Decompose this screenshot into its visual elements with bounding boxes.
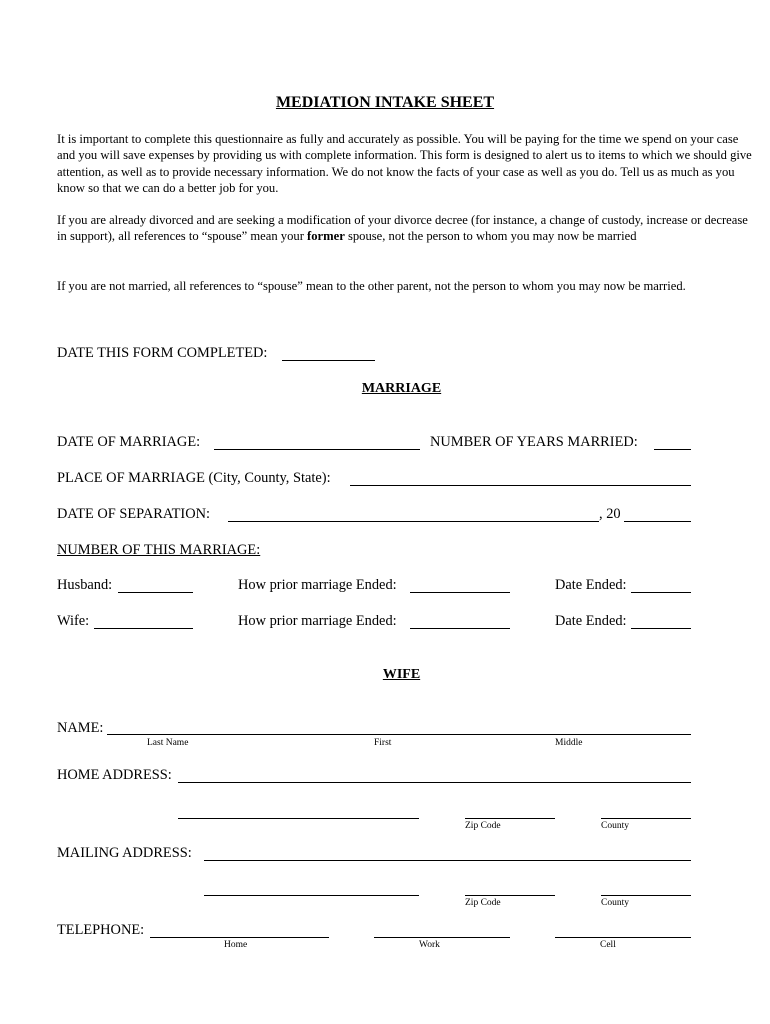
years-married-field[interactable] <box>654 449 691 450</box>
mailing-county-field[interactable] <box>601 895 691 896</box>
wife-heading: WIFE <box>382 667 421 682</box>
number-of-marriage-label: NUMBER OF THIS MARRIAGE: <box>57 542 261 558</box>
husband-prior-ended-label: How prior marriage Ended: <box>238 577 397 593</box>
mailing-address-city-field[interactable] <box>204 895 419 896</box>
name-field[interactable] <box>107 734 691 735</box>
wife-date-ended-field[interactable] <box>631 628 691 629</box>
date-completed-label: DATE THIS FORM COMPLETED: <box>57 345 268 361</box>
intro-paragraph-2 <box>57 212 757 245</box>
intro-p2-text-end: spouse, not the person to whom you may now be married <box>344 229 637 244</box>
mailing-zip-field[interactable] <box>465 895 555 896</box>
first-name-caption: First <box>374 738 392 748</box>
marriage-heading: MARRIAGE <box>361 381 442 396</box>
telephone-label: TELEPHONE: <box>57 922 145 938</box>
last-name-caption: Last Name <box>147 738 189 748</box>
husband-date-ended-field[interactable] <box>631 592 691 593</box>
telephone-work-caption: Work <box>419 940 440 950</box>
years-married-label: NUMBER OF YEARS MARRIED: <box>430 434 638 450</box>
date-of-separation-field[interactable] <box>228 521 599 522</box>
date-completed-field[interactable] <box>282 360 375 361</box>
home-address-field[interactable] <box>178 782 691 783</box>
wife-prior-ended-label: How prior marriage Ended: <box>238 613 397 629</box>
wife-prior-ended-field[interactable] <box>410 628 510 629</box>
date-of-marriage-label: DATE OF MARRIAGE: <box>57 434 201 450</box>
year-prefix: , 20 <box>599 506 621 522</box>
name-label: NAME: <box>57 720 104 736</box>
date-of-separation-label: DATE OF SEPARATION: <box>57 506 210 522</box>
telephone-work-field[interactable] <box>374 937 510 938</box>
telephone-home-caption: Home <box>224 940 248 950</box>
home-county-field[interactable] <box>601 818 691 819</box>
mailing-zip-caption: Zip Code <box>465 898 501 908</box>
place-of-marriage-label: PLACE OF MARRIAGE (City, County, State): <box>57 470 331 486</box>
place-of-marriage-field[interactable] <box>350 485 691 486</box>
mailing-address-field[interactable] <box>204 860 691 861</box>
husband-field[interactable] <box>118 592 193 593</box>
home-address-label: HOME ADDRESS: <box>57 767 172 783</box>
intro-paragraph-1: It is important to complete this questionnaire as fully and accurately as possible. You will be paying for the time we spend on your case and you will save expenses by providing us with complete information. This form is designed to alert us to items to which we should give attention, as well as to provide necessary information. We do not know the facts of your case as well as you do. Tell us as much as you know so that we can do a better job for you. <box>57 132 752 195</box>
intro-p2-bold: former <box>307 229 345 244</box>
telephone-cell-field[interactable] <box>555 937 691 938</box>
home-county-caption: County <box>601 821 629 831</box>
husband-label: Husband: <box>57 577 113 593</box>
mailing-county-caption: County <box>601 898 629 908</box>
middle-name-caption: Middle <box>555 738 583 748</box>
mailing-address-label: MAILING ADDRESS: <box>57 845 192 861</box>
page-title: MEDIATION INTAKE SHEET <box>275 94 495 111</box>
telephone-home-field[interactable] <box>150 937 329 938</box>
separation-year-field[interactable] <box>624 521 691 522</box>
home-zip-caption: Zip Code <box>465 821 501 831</box>
husband-prior-ended-field[interactable] <box>410 592 510 593</box>
intro-paragraph-3: If you are not married, all references to “spouse” mean to the other parent, not the person to whom you may now be married. <box>57 279 686 293</box>
home-zip-field[interactable] <box>465 818 555 819</box>
husband-date-ended-label: Date Ended: <box>555 577 627 593</box>
wife-field[interactable] <box>94 628 193 629</box>
intro-p2-text: If you are already divorced and are seeking a modification of your divorce decree (for instance, a change of custody, increase or decrease in support), all references to “spouse” mean your <box>57 213 748 244</box>
wife-label: Wife: <box>57 613 90 629</box>
wife-date-ended-label: Date Ended: <box>555 613 627 629</box>
home-address-city-field[interactable] <box>178 818 419 819</box>
date-of-marriage-field[interactable] <box>214 449 420 450</box>
telephone-cell-caption: Cell <box>600 940 616 950</box>
